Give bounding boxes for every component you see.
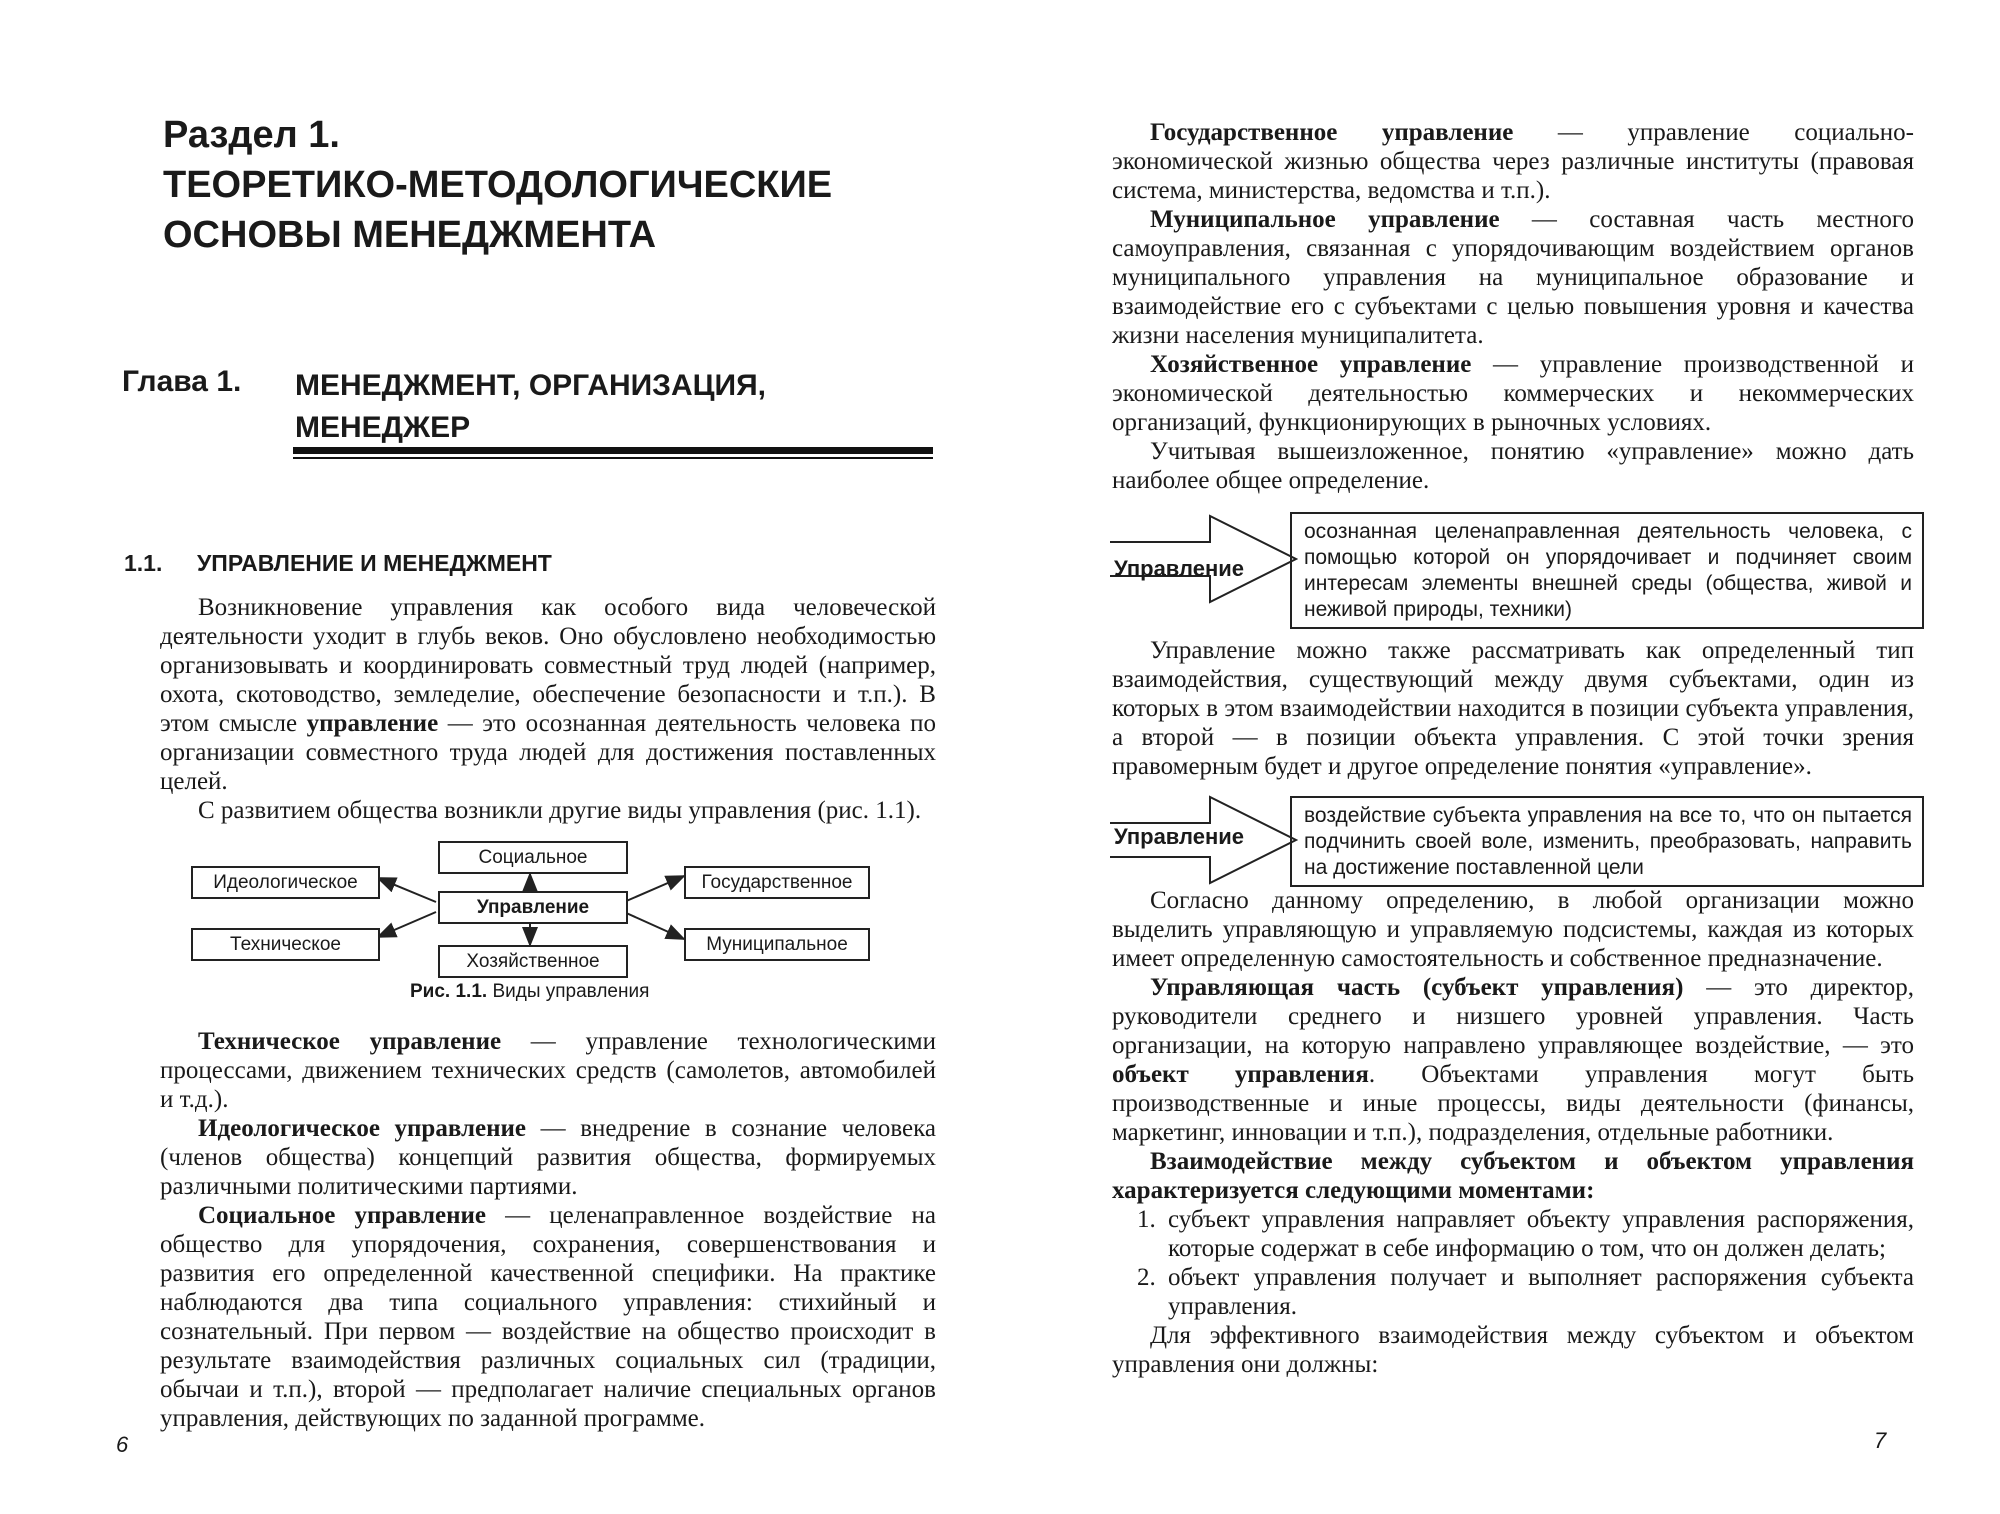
- definitions-left: [160, 1027, 936, 1433]
- paragraph-development: С развитием общества возникли другие виды управления (рис. 1.1).: [198, 797, 922, 824]
- term-management: управление: [306, 710, 439, 737]
- term-state: Государственное управление: [1150, 119, 1514, 146]
- paragraph-final: Для эффективного взаимодействия между субъектом и объектом управления они должны:: [1112, 1322, 1914, 1378]
- chapter-title-line1: МЕНЕДЖМЕНТ, ОРГАНИЗАЦИЯ,: [295, 369, 767, 402]
- page-number: 6: [116, 1432, 129, 1457]
- paragraph-general: Учитывая вышеизложенное, понятию «управление» можно дать наиболее общее определение.: [1112, 438, 1914, 494]
- paragraph-interaction: Управление можно также рассматривать как определенный тип взаимодействия, существующий между двумя субъектами, один из которых в этом взаимодействии находится в позиции субъекта управления, а второй — в позиции объекта управления. С этой точки зрения правомерным будет и другое определение понятия «управление».: [1112, 637, 1914, 780]
- term-social: Социальное управление: [198, 1202, 486, 1229]
- arrow-top-left: [378, 878, 436, 902]
- term-object: объект управления: [1112, 1061, 1369, 1088]
- intro-text: [160, 593, 936, 825]
- definitions-right: [1112, 118, 1914, 495]
- figure-box-state: Государственное: [684, 866, 870, 899]
- definition-municipal: [1112, 205, 1914, 350]
- paragraph-text: — это осознанная деятельность человека по организации совместного труда людей для достижения поставленных целей.: [160, 710, 936, 795]
- figure-box-municipal: Муниципальное: [684, 928, 870, 961]
- paragraph-subsystems: Согласно данному определению, в любой организации можно выделить управляющую и управляемую подсистемы, каждая из которых имеет определенную самостоятельность и собственное предназначение.: [1112, 887, 1914, 972]
- figure-caption-label: Рис. 1.1.: [410, 981, 488, 1002]
- arrow-bottom-left: [378, 912, 436, 937]
- section-title-line2: ТЕОРЕТИКО-МЕТОДОЛОГИЧЕСКИЕ: [163, 164, 833, 206]
- definition-text: — управление производственной и экономической деятельностью коммерческих и некоммерческих организаций, функционирующих в рыночных условиях.: [1112, 351, 1914, 436]
- definition-frame-2: воздействие субъекта управления на все то, что он пытается подчинить своей воле, изменить, преобразовать, направить на достижение поставленной цели: [1290, 796, 1924, 887]
- definition-text: . Объектами управления могут быть производственные и иные процессы, виды деятельности (финансы, маркетинг, инновации и т.п.), подразделения, отдельные работники.: [1112, 1061, 1914, 1146]
- definition-label-1: Управление: [1114, 556, 1245, 581]
- section-title-line1: Раздел 1.: [163, 114, 340, 156]
- section-title: [163, 110, 832, 260]
- figure-box-ideological: Идеологическое: [191, 866, 380, 899]
- chapter-title: [295, 365, 766, 449]
- term-economic: Хозяйственное управление: [1150, 351, 1472, 378]
- term-technical: Техническое управление: [198, 1028, 502, 1055]
- definition-text: — управление социально-экономической жизнью общества через различные институты (правовая система, министерства, ведомства и т.п.).: [1112, 119, 1914, 204]
- definition-text: — управление технологическими процессами, движением технических средств (самолетов, автомобилей и т.д.).: [160, 1028, 936, 1113]
- figure-box-technical: Техническое: [191, 928, 380, 961]
- definition-text: — это директор, руководители среднего и низшего уровней управления. Часть организации, на которую направлено управляющее воздействие, — это: [1112, 974, 1915, 1059]
- chapter-rule: [293, 447, 933, 454]
- chapter-rule-thin: [293, 457, 933, 459]
- subsection-number: 1.1.: [124, 550, 163, 576]
- figure-caption-text: Виды управления: [487, 981, 650, 1002]
- definition-ideological: [160, 1114, 936, 1201]
- right-page: [1000, 0, 2000, 1514]
- term-ideological: Идеологическое управление: [198, 1115, 527, 1142]
- definition-text: — внедрение в сознание человека (членов общества) концепций развития общества, формируемых различными политическими партиями.: [160, 1115, 936, 1200]
- figure-box-economic: Хозяйственное: [438, 945, 628, 978]
- definition-social: [160, 1201, 936, 1433]
- chapter-number: Глава 1.: [122, 365, 242, 398]
- list-item: 1. субъект управления направляет объекту управления распоряжения, которые содержат в себе информацию о том, что он должен делать;: [1162, 1205, 1914, 1263]
- subsection-title: УПРАВЛЕНИЕ И МЕНЕДЖМЕНТ: [197, 550, 552, 576]
- paragraph-text: Возникновение управления как особого вида человеческой деятельности уходит в глубь веков. Оно обусловлено необходимостью организовывать и координировать совместный труд людей (например, охота, скотоводство, земледелие, обеспечение безопасности и т.п.). В этом смысле: [160, 594, 936, 737]
- figure-caption: [410, 981, 649, 1003]
- subject-object-text: [1112, 886, 1914, 1379]
- list-item: 2. объект управления получает и выполняет распоряжения субъекта управления.: [1162, 1263, 1914, 1321]
- figure-box-social: Социальное: [438, 841, 628, 874]
- definition-frame-1: осознанная целенаправленная деятельность человека, с помощью которой он упорядочивает и подчиняет своим интересам элементы внешней среды (общества, живой и неживой природы, техники): [1290, 512, 1924, 629]
- term-municipal: Муниципальное управление: [1150, 206, 1500, 233]
- term-subject: Управляющая часть (субъект управления): [1150, 974, 1684, 1001]
- paragraph-subject: [1112, 973, 1914, 1147]
- arrow-top-right: [624, 876, 684, 902]
- definition-text: — целенаправленное воздействие на общество для упорядочения, сохранения, совершенствования и развития его определенной качественной специфики. На практике наблюдаются два типа социального управления: стихийный и сознательный. При первом — воздействие на общество происходит в результате взаимодействия различных социальных сил (традиции, обычаи и т.п.), второй — предполагает наличие специальных органов управления, действующих по заданной программе.: [160, 1202, 937, 1432]
- interaction-heading: [1112, 1147, 1914, 1205]
- definition-technical: [160, 1027, 936, 1114]
- figure-box-management: Управление: [438, 891, 628, 924]
- definition-text: — составная часть местного самоуправления, связанная с упорядочивающим воздействием органов муниципального управления на муниципальное образование и взаимодействие его с субъектами с целью повышения уровня и качества жизни населения муниципалитета.: [1112, 206, 1914, 349]
- definition-label-2: Управление: [1114, 824, 1245, 849]
- interaction-list: [1112, 1205, 1914, 1321]
- definition-state: [1112, 118, 1914, 205]
- paragraph-interaction-block: [1112, 636, 1914, 781]
- definition-economic: [1112, 350, 1914, 437]
- interaction-heading-text: Взаимодействие между субъектом и объектом управления характеризуется следующими моментами:: [1112, 1148, 1914, 1204]
- section-title-line3: ОСНОВЫ МЕНЕДЖМЕНТА: [163, 214, 657, 256]
- paragraph-origin: [160, 593, 936, 796]
- page-number: 7: [1874, 1428, 1887, 1453]
- arrow-bottom-right: [624, 912, 684, 939]
- chapter-title-line2: МЕНЕДЖЕР: [295, 411, 471, 444]
